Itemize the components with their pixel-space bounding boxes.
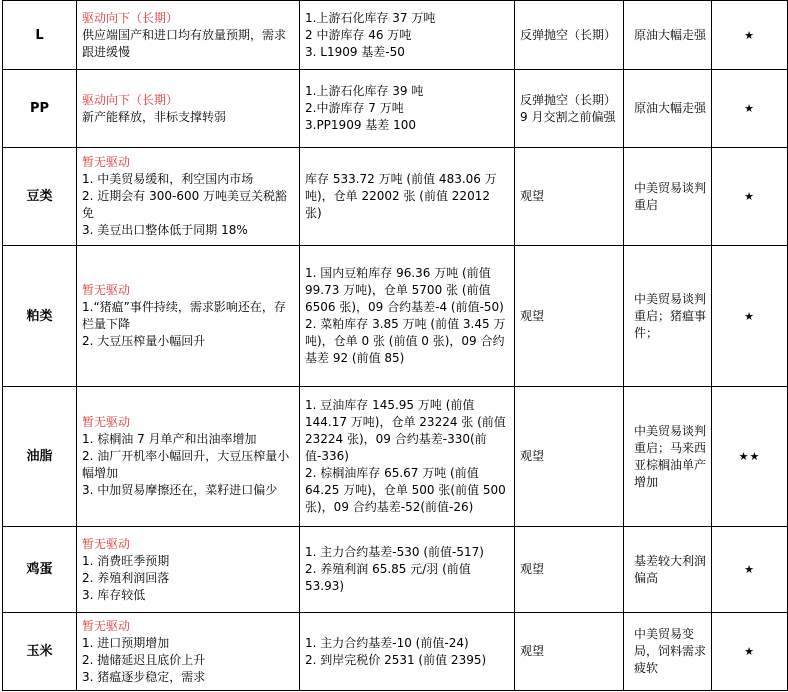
data-item: 库存 533.72 万吨 (前值 483.06 万吨)，仓单 22002 张 (前值 22012 张) [305, 172, 497, 220]
driver-item: 1. 中美贸易缓和，利空国内市场 [82, 172, 254, 186]
driver-cell [77, 246, 300, 387]
driver-item: 2. 抛储延迟且底价上升 [82, 652, 206, 667]
strategy-item: 观望 [520, 308, 545, 323]
driver-item: 1.“猪瘟”事件持续，需求影响还在，存栏量下降 [82, 300, 286, 331]
strategy-cell [515, 70, 624, 148]
note-cell: 原油大幅走强 [624, 1, 712, 70]
star-rating: ★ [712, 527, 788, 613]
strategy-cell [515, 527, 624, 613]
strategy-item: 观望 [520, 189, 545, 203]
commodity-name: 玉米 [3, 613, 77, 691]
star-rating: ★ [712, 1, 788, 70]
strategy-item: 反弹抛空（长期） [520, 92, 617, 107]
data-item: 1. 主力合约基差-10 (前值-24) [305, 635, 469, 650]
strategy-item: 观望 [520, 644, 545, 658]
driver-item: 2. 大豆压榨量小幅回升 [82, 334, 206, 348]
commodity-name: 鸡蛋 [3, 527, 77, 613]
table-row [3, 387, 788, 527]
star-rating: ★ [712, 148, 788, 246]
table-row [3, 246, 788, 387]
driver-label: 暂无驱动 [82, 618, 131, 633]
commodity-name: L [3, 1, 77, 70]
strategy-cell [515, 246, 624, 387]
driver-item: 2. 油厂开机率小幅回升，大豆压榨量小幅增加 [82, 449, 290, 480]
table-body [3, 1, 788, 691]
driver-cell [77, 613, 300, 691]
driver-item: 新产能释放，非标支撑转弱 [82, 109, 227, 124]
note-cell: 中美贸易变局，饲料需求疲软 [624, 613, 712, 691]
data-cell [300, 613, 515, 691]
commodity-table [2, 0, 788, 691]
strategy-item: 反弹抛空（长期） [520, 27, 617, 42]
driver-label: 暂无驱动 [82, 415, 131, 429]
data-item: 3.PP1909 基差 100 [305, 118, 416, 132]
note-cell: 中美贸易谈判重启 [624, 148, 712, 246]
star-rating: ★ [712, 246, 788, 387]
star-rating: ★ [712, 613, 788, 691]
driver-cell [77, 527, 300, 613]
data-item: 1.上游石化库存 37 万吨 [305, 10, 436, 25]
data-cell [300, 246, 515, 387]
strategy-cell [515, 387, 624, 527]
driver-item: 3. 中加贸易摩擦还在，菜籽进口偏少 [82, 483, 278, 497]
data-item: 1.上游石化库存 39 吨 [305, 84, 424, 98]
data-item: 2. 棕榈油库存 65.67 万吨 (前值 64.25 万吨)，仓单 500 张(前值 500 张)，09 合约基差-52(前值-26) [305, 466, 506, 514]
data-item: 1. 国内豆粕库存 96.36 万吨 (前值 99.73 万吨)，仓单 5700 张 (前值 6506 张)，09 合约基差-4 (前值-50) [305, 266, 504, 314]
strategy-item: 观望 [520, 562, 545, 576]
data-cell [300, 70, 515, 148]
driver-cell [77, 70, 300, 148]
star-rating: ★★ [712, 387, 788, 527]
data-item: 2 中游库存 46 万吨 [305, 27, 412, 42]
driver-cell [77, 1, 300, 70]
commodity-name: 油脂 [3, 387, 77, 527]
note-cell: 基差较大利润偏高 [624, 527, 712, 613]
driver-item: 2. 近期会有 300-600 万吨美豆关税豁免 [82, 189, 288, 220]
data-item: 2. 到岸完税价 2531 (前值 2395) [305, 652, 487, 667]
star-rating: ★ [712, 70, 788, 148]
driver-item: 3. 库存较低 [82, 587, 146, 602]
data-item: 3. L1909 基差-50 [305, 44, 405, 59]
driver-item: 2. 养殖利润回落 [82, 570, 170, 585]
strategy-cell [515, 148, 624, 246]
driver-label: 驱动向下（长期） [82, 92, 179, 107]
strategy-cell [515, 1, 624, 70]
data-cell [300, 148, 515, 246]
commodity-name: 豆类 [3, 148, 77, 246]
note-cell: 中美贸易谈判重启；马来西亚棕榈油单产增加 [624, 387, 712, 527]
driver-item: 3. 美豆出口整体低于同期 18% [82, 223, 248, 237]
driver-item: 1. 消费旺季预期 [82, 553, 170, 568]
driver-label: 暂无驱动 [82, 155, 131, 169]
data-cell [300, 527, 515, 613]
strategy-item: 9 月交割之前偏强 [520, 109, 616, 124]
data-item: 1. 主力合约基差-530 (前值-517) [305, 545, 484, 559]
note-cell: 中美贸易谈判重启；猪瘟事件； [624, 246, 712, 387]
driver-label: 暂无驱动 [82, 536, 131, 551]
data-cell [300, 387, 515, 527]
driver-item: 3. 猪瘟逐步稳定，需求 [82, 669, 206, 684]
data-item: 2. 菜粕库存 3.85 万吨 (前值 3.45 万吨)，仓单 0 张 (前值 0 张)，09 合约基差 92 (前值 85) [305, 317, 506, 365]
data-item: 2. 养殖利润 65.85 元/羽 (前值 53.93) [305, 562, 471, 593]
data-item: 2.中游库存 7 万吨 [305, 101, 404, 115]
table-row [3, 70, 788, 148]
strategy-item: 观望 [520, 449, 545, 463]
driver-item: 1. 进口预期增加 [82, 635, 170, 650]
driver-label: 暂无驱动 [82, 283, 131, 297]
driver-item: 1. 棕榈油 7 月单产和出油率增加 [82, 432, 257, 446]
driver-cell [77, 387, 300, 527]
note-cell: 原油大幅走强 [624, 70, 712, 148]
driver-item: 供应端国产和进口均有放量预期，需求跟进缓慢 [82, 27, 287, 59]
data-cell [300, 1, 515, 70]
driver-cell [77, 148, 300, 246]
commodity-name: 粕类 [3, 246, 77, 387]
commodity-name: PP [3, 70, 77, 148]
table-row [3, 613, 788, 691]
table-row [3, 527, 788, 613]
driver-label: 驱动向下（长期） [82, 10, 179, 25]
strategy-cell [515, 613, 624, 691]
table-row [3, 148, 788, 246]
data-item: 1. 豆油库存 145.95 万吨 (前值 144.17 万吨)，仓单 23224 张 (前值 23224 张)，09 合约基差-330(前值-336) [305, 398, 506, 463]
table-row [3, 1, 788, 70]
